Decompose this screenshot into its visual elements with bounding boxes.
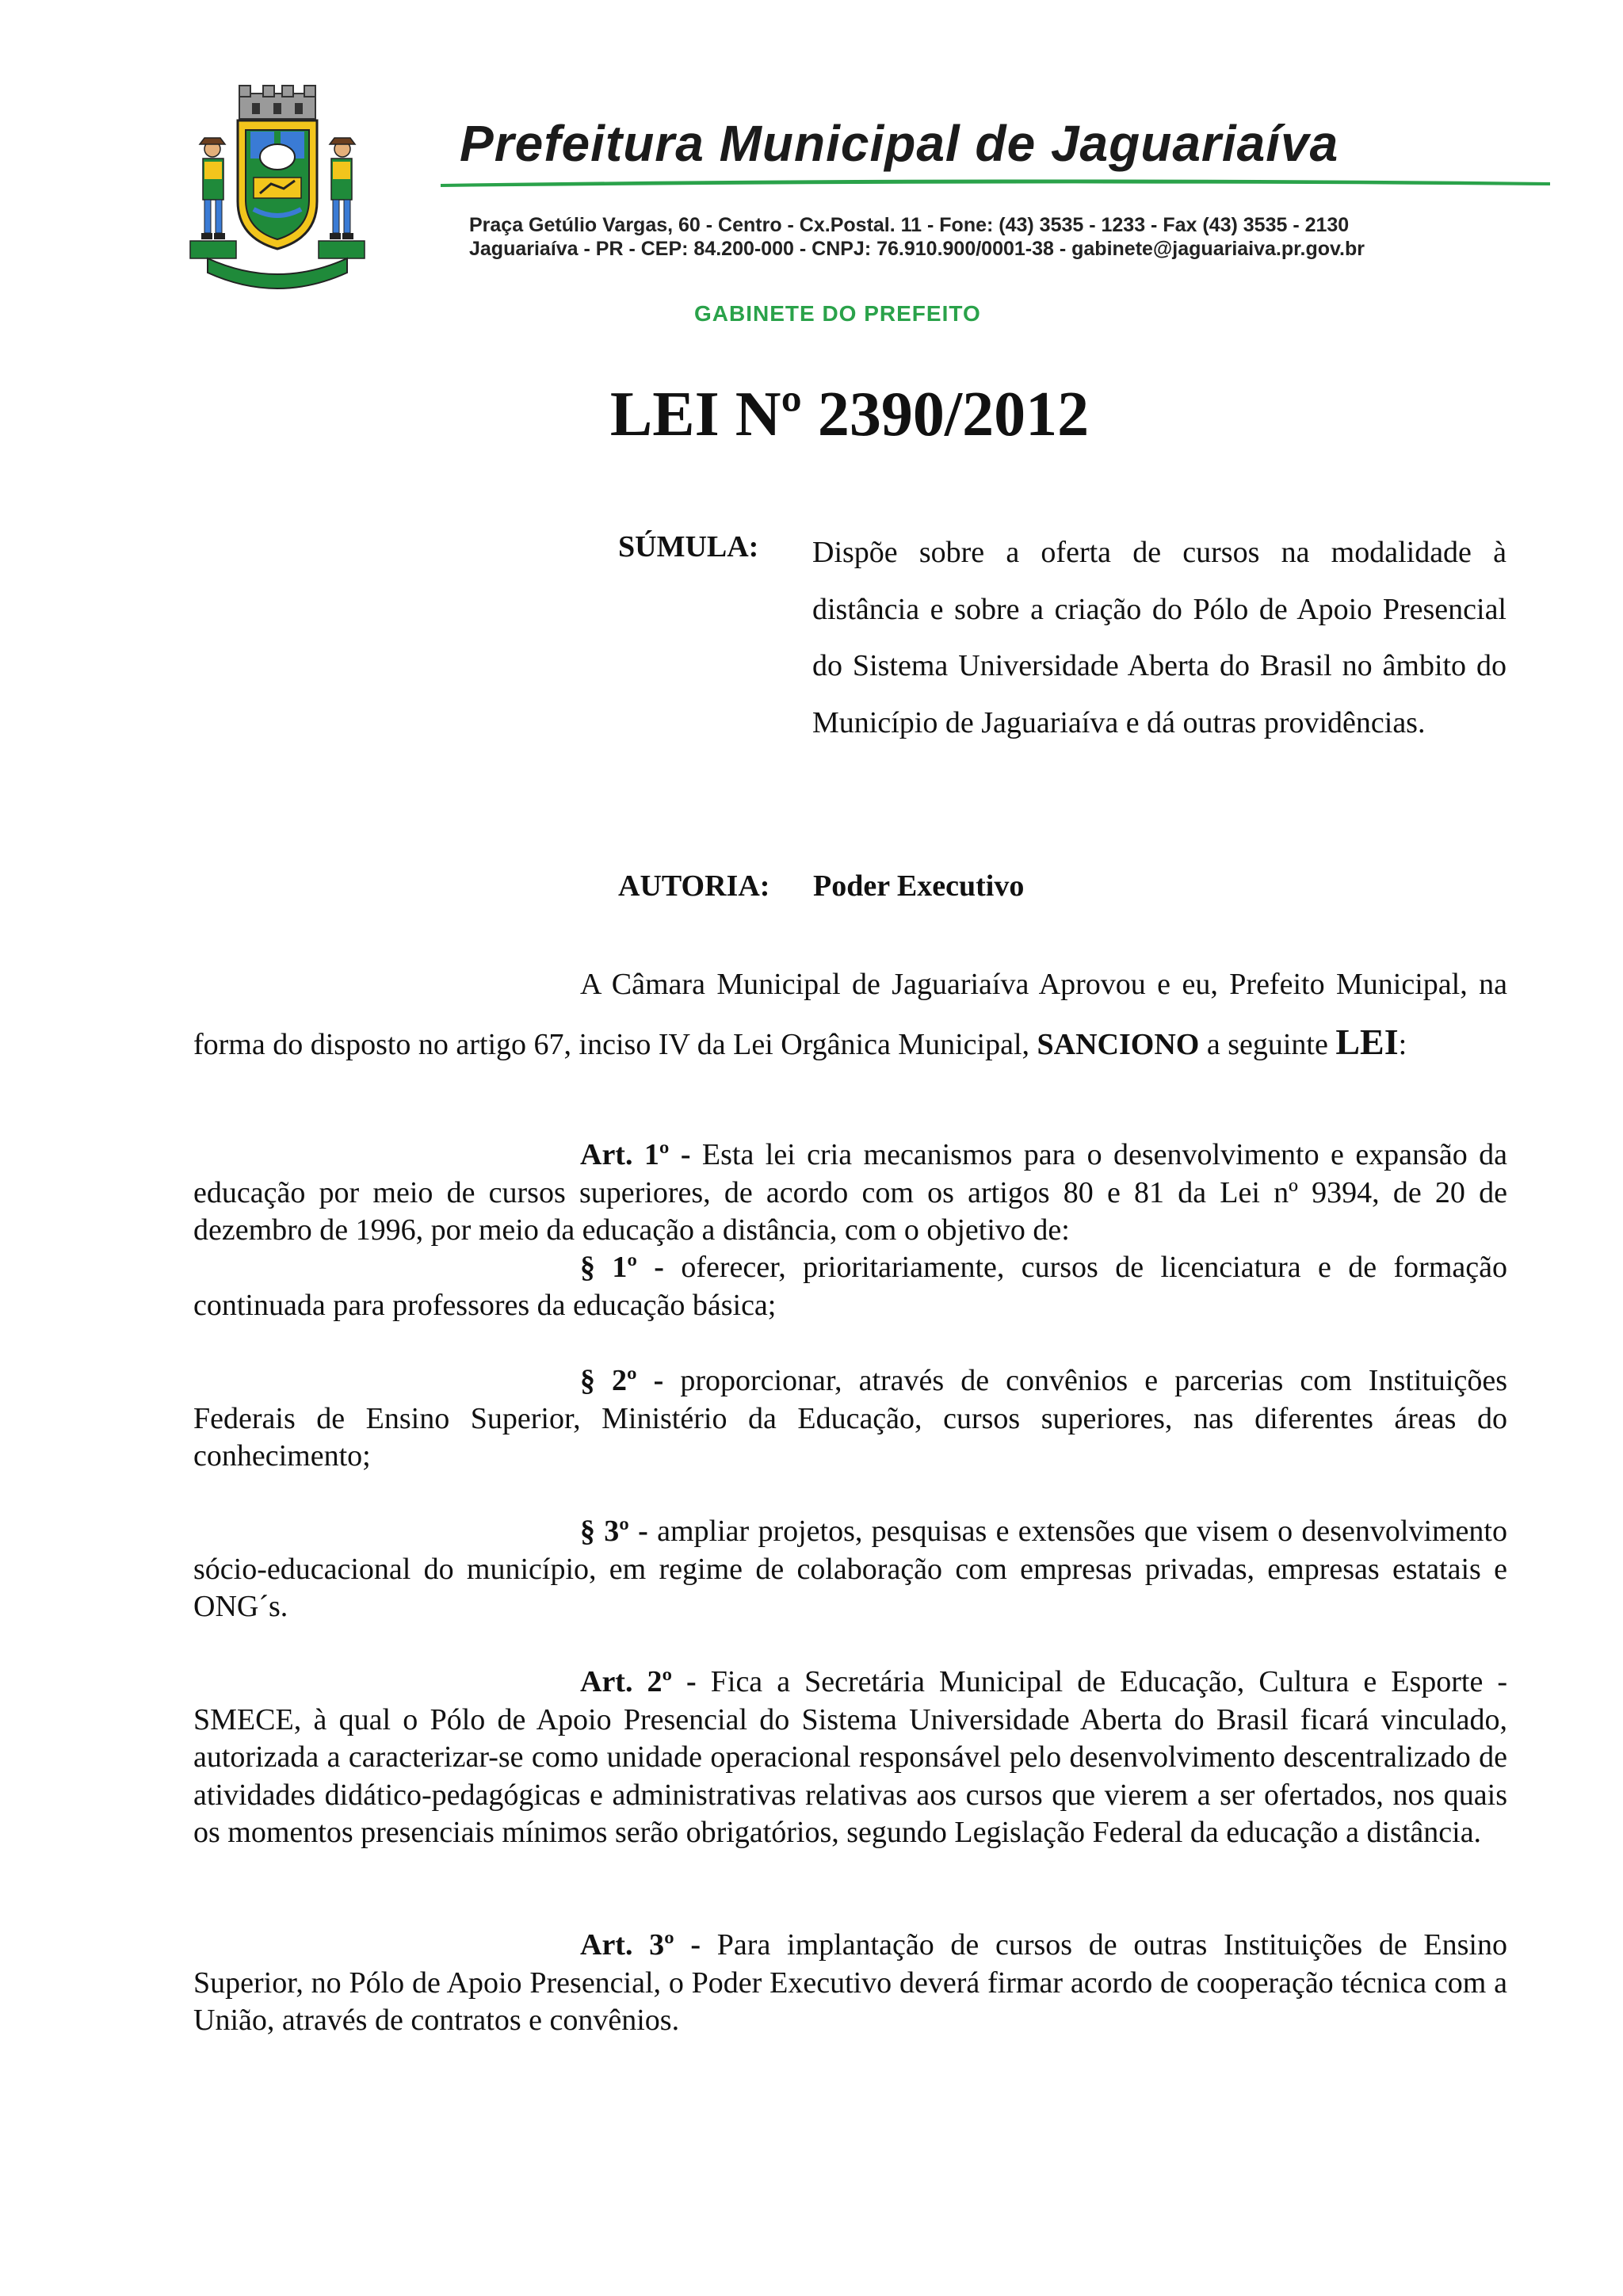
header-green-swoosh <box>441 176 1550 192</box>
law-title-text: LEI Nº 2390/2012 <box>609 380 1090 449</box>
preamble-text-middle: a seguinte <box>1199 1027 1336 1061</box>
header-title: Prefeitura Municipal de Jaguariaíva <box>460 115 1339 172</box>
paragraph-3 <box>193 1513 1507 1626</box>
preamble-text-before: A Câmara Municipal de Jaguariaíva Aprovou e eu, Prefeito Municipal, na forma do disposto no artigo 67, inciso IV da Lei Orgânica Municipal, <box>193 968 1507 1061</box>
header-address-line-2: Jaguariaíva - PR - CEP: 84.200-000 - CNPJ: 76.910.900/0001-38 - gabinete@jaguariaiva.pr.gov.br <box>469 238 1365 260</box>
article-label: § 1º - <box>580 1251 664 1284</box>
article-label: § 3º - <box>580 1515 648 1548</box>
article-text: Fica a Secretária Municipal de Educação, Cultura e Esporte - SMECE, à qual o Pólo de Apoio Presencial do Sistema Universidade Aberta do Brasil ficará vinculado, autorizada a caracterizar-se como unidade operacional responsável pelo desenvolvimento descentralizado de atividades didático-pedagógicas e administrativas relativas aos cursos que vierem a ser ofertados, nos quais os momentos presenciais mínimos serão obrigatórios, segundo Legislação Federal da educação a distância. <box>193 1665 1507 1849</box>
article-label: Art. 2º - <box>580 1665 697 1698</box>
article-text: oferecer, prioritariamente, cursos de licenciatura e de formação continuada para professores da educação básica; <box>193 1251 1507 1322</box>
preamble-paragraph <box>193 957 1507 1073</box>
article-text: proporcionar, através de convênios e parcerias com Instituições Federais de Ensino Superior, Ministério da Educação, cursos superiores, nas diferentes áreas do conhecimento; <box>193 1364 1507 1473</box>
header-address-line-1: Praça Getúlio Vargas, 60 - Centro - Cx.Postal. 11 - Fone: (43) 3535 - 1233 - Fax (43) 3535 - 2130 <box>469 214 1350 236</box>
sumula-label: SÚMULA: <box>618 530 759 563</box>
article-3 <box>193 1927 1507 2040</box>
preamble-text-after: : <box>1398 1027 1407 1061</box>
article-1 <box>193 1137 1507 1250</box>
coat-of-arms-logo <box>184 82 371 290</box>
article-label: § 2º - <box>580 1364 664 1397</box>
article-text: ampliar projetos, pesquisas e extensões que visem o desenvolvimento sócio-educacional do município, em regime de colaboração com empresas privadas, empresas estatais e ONG´s. <box>193 1515 1507 1623</box>
autoria-value: Poder Executivo <box>813 869 1025 903</box>
sumula-text: Dispõe sobre a oferta de cursos na modalidade à distância e sobre a criação do Pólo de Apoio Presencial do Sistema Universidade Aberta do Brasil no âmbito do Município de Jaguariaíva e dá outras providências. <box>812 536 1507 739</box>
law-title <box>0 379 1623 451</box>
paragraph-2 <box>193 1362 1507 1476</box>
article-label: Art. 3º - <box>580 1928 701 1962</box>
article-text: Para implantação de cursos de outras Instituições de Ensino Superior, no Pólo de Apoio Presencial, o Poder Executivo deverá firmar acordo de cooperação técnica com a União, através de contratos e convênios. <box>193 1928 1507 2037</box>
preamble-law-word: LEI <box>1335 1021 1399 1062</box>
preamble-emphasis: SANCIONO <box>1037 1027 1200 1061</box>
autoria-label: AUTORIA: <box>618 869 770 903</box>
department-label: GABINETE DO PREFEITO <box>694 301 981 326</box>
article-text: Esta lei cria mecanismos para o desenvolvimento e expansão da educação por meio de cursos superiores, de acordo com os artigos 80 e 81 da Lei nº 9394, de 20 de dezembro de 1996, por meio da educação a distância, com o objetivo de: <box>193 1138 1507 1247</box>
paragraph-1 <box>193 1249 1507 1324</box>
article-label: Art. 1º - <box>580 1138 691 1171</box>
article-2 <box>193 1664 1507 1852</box>
